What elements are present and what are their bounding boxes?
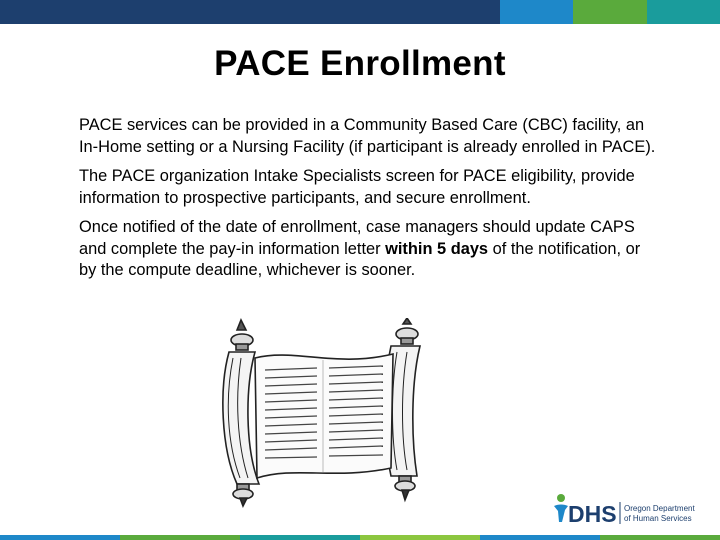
bottom-bar-blue-segment-2 (480, 535, 600, 540)
bottom-bar-green-segment (120, 535, 240, 540)
top-accent-bar (0, 0, 720, 24)
logo-line-1: Oregon Department (624, 504, 695, 513)
bottom-bar-lime-segment (360, 535, 480, 540)
top-bar-navy-segment (0, 0, 500, 24)
top-bar-blue-segment (500, 0, 573, 24)
top-bar-teal-segment (647, 0, 720, 24)
paragraph-cbc: PACE services can be provided in a Community Based Care (CBC) facility, an In-Home setting or a Nursing Facility (if participant is already enrolled in PACE). (79, 116, 656, 156)
slide-title: PACE Enrollment (214, 44, 506, 83)
bottom-accent-bar (0, 535, 720, 540)
person-figure-icon (554, 494, 568, 522)
logo-line-2: of Human Services (624, 514, 692, 523)
scroll-illustration (215, 318, 430, 510)
top-bar-green-segment (573, 0, 646, 24)
paragraph-notification-end: of the notification, or by the compute deadline, whichever is sooner. (79, 239, 641, 279)
paragraph-notification (79, 217, 659, 282)
bottom-bar-green-segment-2 (600, 535, 720, 540)
bottom-bar-teal-segment (240, 535, 360, 540)
slide-body (79, 115, 659, 290)
logo-acronym: DHS (568, 501, 617, 527)
bottom-bar-blue-segment (0, 535, 120, 540)
paragraph-notification-start: Once notified of the date of enrollment, case managers should update CAPS and complete the pay-in information letter (79, 218, 635, 258)
paragraph-intake: The PACE organization Intake Specialists screen for PACE eligibility, provide information to prospective participants, and secure enrollment. (79, 167, 635, 207)
deadline-emphasis: within 5 days (385, 239, 489, 258)
dhs-logo (552, 492, 702, 530)
